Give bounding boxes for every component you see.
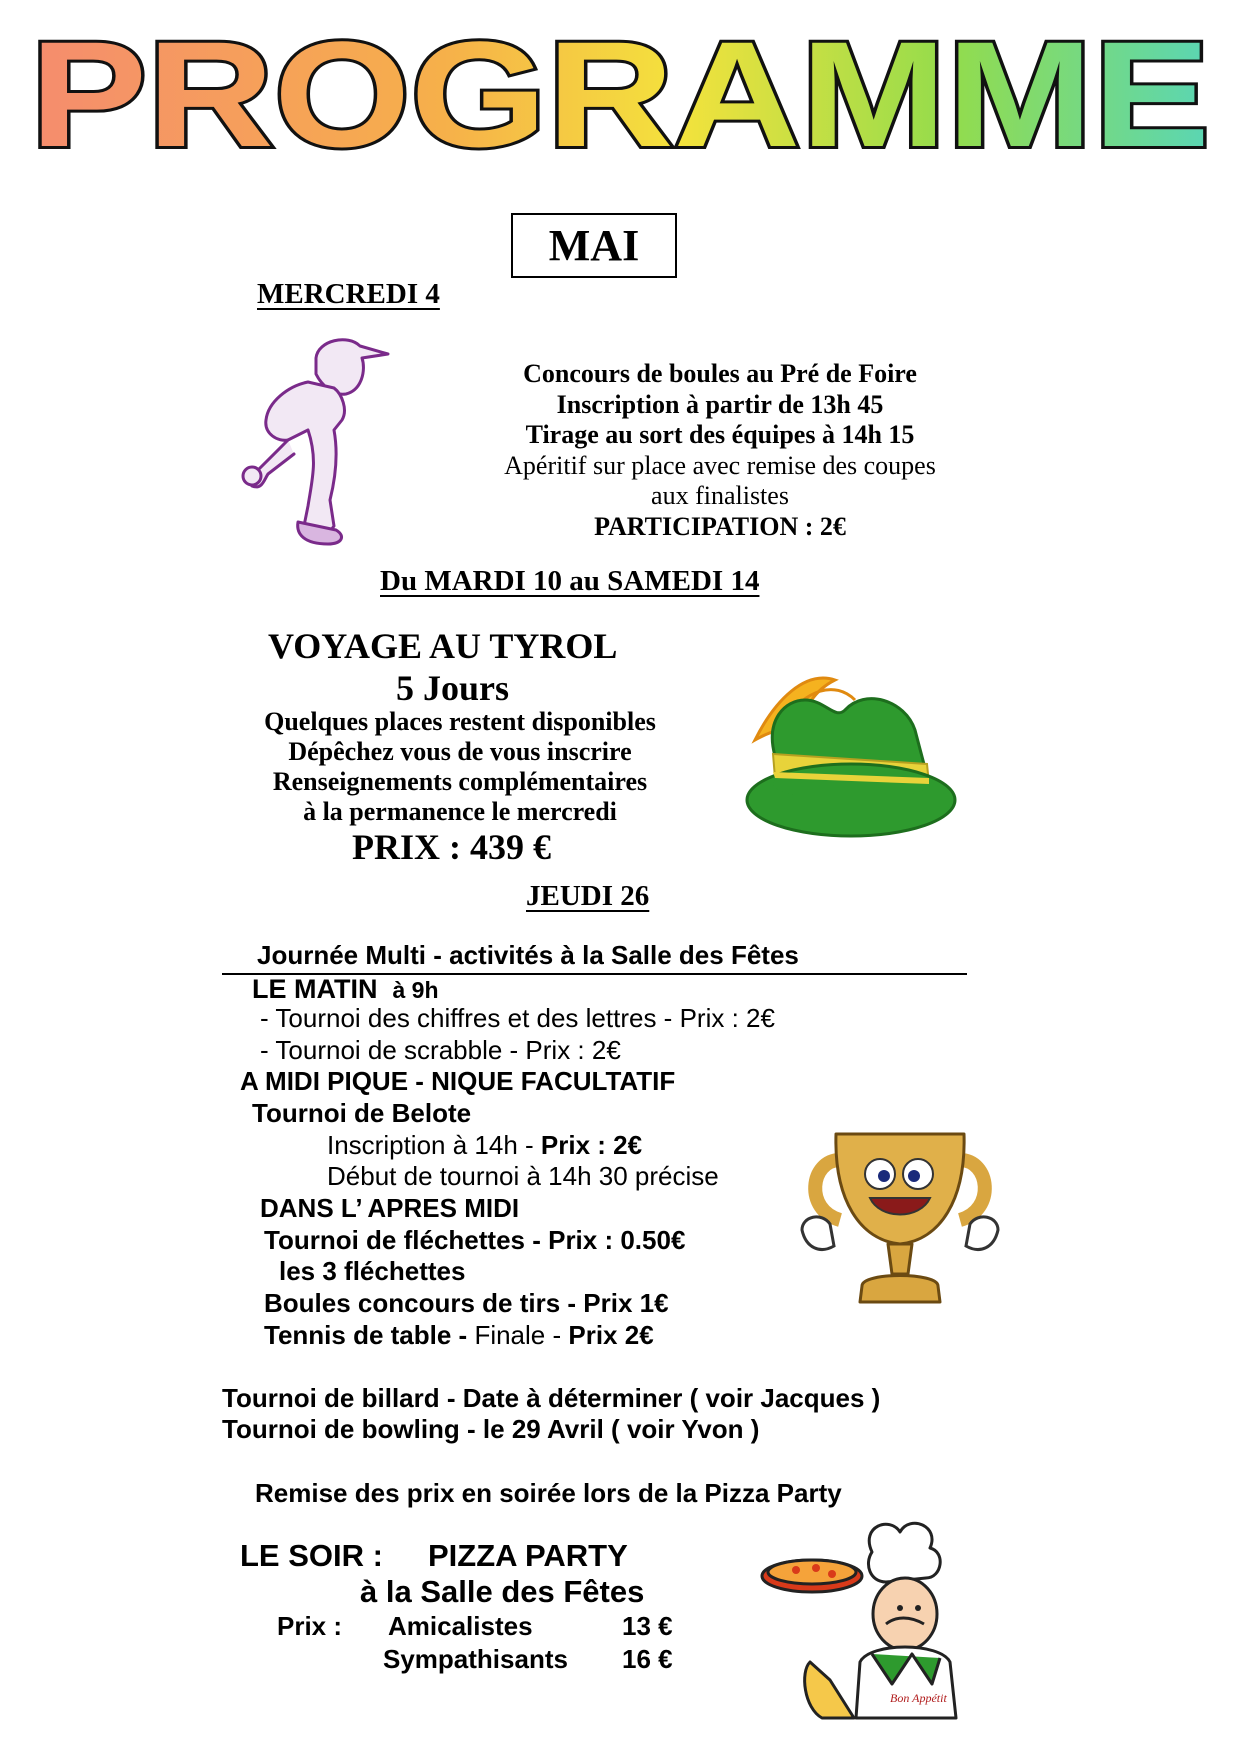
- afternoon-item: les 3 fléchettes: [279, 1256, 466, 1286]
- belote-inscription-row: [327, 1130, 642, 1162]
- tennis-b: Finale -: [467, 1320, 562, 1350]
- belote-inscription: Inscription à 14h -: [327, 1130, 534, 1160]
- tyrol-details: [190, 707, 730, 827]
- soir-price-who: Sympathisants: [383, 1644, 568, 1674]
- multi-heading: Journée Multi - activités à la Salle des Fêtes: [257, 940, 799, 970]
- date-mercredi: MERCREDI 4: [257, 278, 440, 310]
- soir-location: à la Salle des Fêtes: [360, 1574, 645, 1609]
- programme-title: [20, 18, 1225, 188]
- soir-price-who: Amicalistes: [388, 1611, 533, 1641]
- soir-price-amount: 13 €: [622, 1611, 673, 1641]
- tyrol-days: 5 Jours: [396, 668, 510, 708]
- remise-line: Remise des prix en soirée lors de la Pizza Party: [255, 1478, 842, 1508]
- boules-player-icon: [238, 330, 408, 550]
- tyrol-line: Quelques places restent disponibles: [264, 707, 656, 736]
- belote-prix: Prix : 2€: [540, 1130, 643, 1160]
- tyrol-price: PRIX : 439 €: [352, 827, 551, 867]
- tyrol-line: à la permanence le mercredi: [303, 797, 617, 826]
- boules-line: aux finalistes: [651, 481, 789, 510]
- afternoon-item: Tournoi de fléchettes - Prix : 0.50€: [264, 1225, 686, 1255]
- boules-details: [460, 359, 980, 542]
- date-tyrol: Du MARDI 10 au SAMEDI 14: [380, 565, 760, 597]
- tennis-a: Tennis de table -: [264, 1320, 468, 1350]
- chef-sign: Bon Appétit: [890, 1691, 947, 1705]
- afternoon-label: DANS L’ APRES MIDI: [260, 1193, 520, 1223]
- boules-line: Tirage au sort des équipes à 14h 15: [525, 420, 915, 449]
- boules-line: Apéritif sur place avec remise des coupes: [504, 450, 936, 480]
- morning-label: LE MATIN: [252, 974, 378, 1004]
- billard-line: Tournoi de billard - Date à déterminer ( voir Jacques ): [222, 1383, 881, 1413]
- trophy-cup-icon: [800, 1120, 1000, 1320]
- soir-label: LE SOIR :: [240, 1538, 383, 1573]
- soir-event: PIZZA PARTY: [428, 1538, 628, 1573]
- belote-title: Tournoi de Belote: [252, 1098, 472, 1128]
- pizza-chef-icon: [760, 1512, 960, 1722]
- morning-item: - Tournoi des chiffres et des lettres - Prix : 2€: [260, 1003, 775, 1033]
- bowling-line: Tournoi de bowling - le 29 Avril ( voir Yvon ): [222, 1414, 760, 1444]
- midi-line: A MIDI PIQUE - NIQUE FACULTATIF: [240, 1066, 676, 1096]
- boules-line: Concours de boules au Pré de Foire: [523, 359, 917, 388]
- morning-row: [252, 974, 439, 1005]
- belote-debut: Début de tournoi à 14h 30 précise: [327, 1161, 719, 1191]
- soir-prix-label: Prix :: [277, 1611, 343, 1641]
- morning-items: [260, 1003, 775, 1067]
- tyrol-line: Dépêchez vous de vous inscrire: [288, 737, 632, 766]
- title-text: PROGRAMME: [30, 18, 1210, 178]
- tyrol-title: VOYAGE AU TYROL: [268, 626, 618, 666]
- morning-item: - Tournoi de scrabble - Prix : 2€: [260, 1034, 621, 1065]
- date-jeudi: JEUDI 26: [526, 880, 650, 912]
- afternoon-item: Boules concours de tirs - Prix 1€: [264, 1288, 669, 1318]
- tyrolean-hat-icon: [745, 660, 985, 840]
- boules-line: Inscription à partir de 13h 45: [556, 389, 884, 419]
- tennis-c: Prix 2€: [561, 1320, 654, 1350]
- morning-time: à 9h: [392, 977, 439, 1003]
- month-box: MAI: [511, 213, 677, 278]
- tennis-row: [264, 1320, 654, 1352]
- soir-price-amount: 16 €: [622, 1644, 673, 1674]
- boules-participation: PARTICIPATION : 2€: [594, 511, 846, 541]
- tyrol-line: Renseignements complémentaires: [272, 767, 648, 796]
